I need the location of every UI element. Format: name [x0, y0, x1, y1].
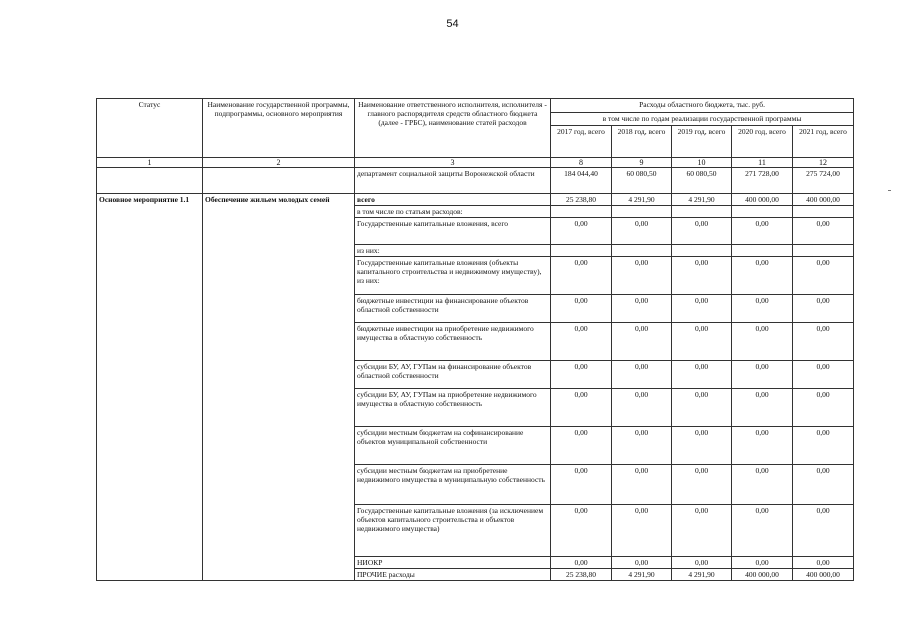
page-number: 54 — [446, 18, 459, 30]
expense-value: 0,00 — [551, 218, 612, 245]
dept-value: 60 080,50 — [672, 168, 732, 194]
expense-value: 0,00 — [732, 361, 793, 389]
expense-value: 0,00 — [732, 295, 793, 323]
dept-value: 60 080,50 — [612, 168, 672, 194]
expense-value: 0,00 — [732, 427, 793, 465]
header-year: 2017 год, всего — [551, 126, 612, 158]
budget-table — [96, 98, 854, 581]
expense-value: 0,00 — [732, 557, 793, 569]
expense-value: 0,00 — [732, 323, 793, 361]
expense-value: 4 291,90 — [612, 569, 672, 581]
expense-value: 0,00 — [551, 505, 612, 557]
expense-item-label: Государственные капитальные вложения (объекты капитального строительства и недвижимому имуществу), из них: — [355, 257, 551, 295]
column-number: 10 — [672, 158, 732, 168]
empty-cell — [203, 168, 355, 194]
expense-value — [612, 206, 672, 218]
expense-value: 0,00 — [672, 427, 732, 465]
expense-value: 400 000,00 — [793, 569, 854, 581]
expense-value: 0,00 — [732, 218, 793, 245]
dept-value: 271 728,00 — [732, 168, 793, 194]
expense-value: 0,00 — [793, 257, 854, 295]
expense-value: 0,00 — [732, 257, 793, 295]
header-by-years: в том числе по годам реализации государственной программы — [551, 113, 854, 126]
expense-value: 4 291,90 — [612, 194, 672, 206]
expense-value — [672, 245, 732, 257]
expense-item-label: НИОКР — [355, 557, 551, 569]
header-executor: Наименование ответственного исполнителя, исполнителя - главного распорядителя средств областного бюджета (далее - ГРБС), наименование статей расходов — [355, 99, 551, 158]
expense-value: 0,00 — [612, 389, 672, 427]
expense-value: 0,00 — [551, 427, 612, 465]
dept-name: департамент социальной защиты Воронежской области — [355, 168, 551, 194]
expense-value — [551, 245, 612, 257]
expense-value: 0,00 — [612, 218, 672, 245]
header-year: 2019 год, всего — [672, 126, 732, 158]
expense-value: 0,00 — [612, 361, 672, 389]
expense-value: 0,00 — [793, 295, 854, 323]
expense-item-label: субсидии местным бюджетам на приобретение недвижимого имущества в муниципальную собственность — [355, 465, 551, 505]
expense-item-label: из них: — [355, 245, 551, 257]
expense-value: 0,00 — [612, 427, 672, 465]
expense-value: 0,00 — [551, 389, 612, 427]
expense-value — [793, 206, 854, 218]
expense-item-label: всего — [355, 194, 551, 206]
header-year: 2018 год, всего — [612, 126, 672, 158]
expense-value: 0,00 — [672, 389, 732, 427]
expense-value: 4 291,90 — [672, 569, 732, 581]
column-number: 12 — [793, 158, 854, 168]
expense-value: 0,00 — [672, 465, 732, 505]
header-program-name: Наименование государственной программы, подпрограммы, основного мероприятия — [203, 99, 355, 158]
expense-value: 0,00 — [672, 295, 732, 323]
expense-value: 25 238,80 — [551, 569, 612, 581]
expense-value: 0,00 — [551, 557, 612, 569]
expense-value — [672, 206, 732, 218]
measure-name: Обеспечение жильем молодых семей — [203, 194, 355, 581]
expense-value: 0,00 — [551, 295, 612, 323]
expense-value: 0,00 — [672, 323, 732, 361]
dept-value: 184 044,40 — [551, 168, 612, 194]
header-year: 2020 год, всего — [732, 126, 793, 158]
expense-value: 0,00 — [551, 323, 612, 361]
expense-value: 0,00 — [793, 218, 854, 245]
header-status: Статус — [97, 99, 203, 158]
expense-value: 0,00 — [732, 465, 793, 505]
expense-value: 0,00 — [612, 557, 672, 569]
measure-status: Основное мероприятие 1.1 — [97, 194, 203, 581]
dept-value: 275 724,00 — [793, 168, 854, 194]
expense-value: 0,00 — [612, 465, 672, 505]
expense-value: 0,00 — [612, 323, 672, 361]
expense-value: 0,00 — [551, 465, 612, 505]
header-expenses-title: Расходы областного бюджета, тыс. руб. — [551, 99, 854, 113]
expense-value: 0,00 — [672, 218, 732, 245]
expense-value: 0,00 — [793, 505, 854, 557]
expense-item-label: бюджетные инвестиции на приобретение недвижимого имущества в областную собственность — [355, 323, 551, 361]
column-number: 1 — [97, 158, 203, 168]
expense-value: 0,00 — [672, 361, 732, 389]
expense-value: 0,00 — [793, 557, 854, 569]
expense-value: 0,00 — [793, 323, 854, 361]
expense-value: 0,00 — [612, 257, 672, 295]
expense-value: 0,00 — [732, 505, 793, 557]
expense-value — [551, 206, 612, 218]
scan-mark — [888, 190, 891, 191]
expense-value: 0,00 — [793, 389, 854, 427]
expense-value: 25 238,80 — [551, 194, 612, 206]
expense-value: 0,00 — [732, 389, 793, 427]
expense-item-label: Государственные капитальные вложения (за исключением объектов капитального строительства и объектов недвижимого имущества) — [355, 505, 551, 557]
expense-value: 0,00 — [793, 465, 854, 505]
expense-value: 0,00 — [672, 557, 732, 569]
column-number: 9 — [612, 158, 672, 168]
expense-value: 0,00 — [672, 257, 732, 295]
expense-value: 0,00 — [612, 505, 672, 557]
expense-value — [612, 245, 672, 257]
expense-value — [732, 245, 793, 257]
expense-item-label: бюджетные инвестиции на финансирование объектов областной собственности — [355, 295, 551, 323]
expense-value: 400 000,00 — [732, 569, 793, 581]
expense-value — [732, 206, 793, 218]
column-number: 8 — [551, 158, 612, 168]
expense-value: 4 291,90 — [672, 194, 732, 206]
expense-value: 0,00 — [551, 361, 612, 389]
expense-item-label: субсидии БУ, АУ, ГУПам на финансирование объектов областной собственности — [355, 361, 551, 389]
expense-value: 0,00 — [672, 505, 732, 557]
expense-value: 0,00 — [793, 361, 854, 389]
expense-value: 0,00 — [551, 257, 612, 295]
expense-item-label: в том числе по статьям расходов: — [355, 206, 551, 218]
expense-value: 0,00 — [612, 295, 672, 323]
column-number: 3 — [355, 158, 551, 168]
expense-value: 0,00 — [793, 427, 854, 465]
column-number: 11 — [732, 158, 793, 168]
header-year: 2021 год, всего — [793, 126, 854, 158]
expense-item-label: субсидии местным бюджетам на софинансирование объектов муниципальной собственности — [355, 427, 551, 465]
expense-item-label: ПРОЧИЕ расходы — [355, 569, 551, 581]
expense-value: 400 000,00 — [793, 194, 854, 206]
expense-item-label: Государственные капитальные вложения, всего — [355, 218, 551, 245]
column-number: 2 — [203, 158, 355, 168]
expense-value — [793, 245, 854, 257]
empty-cell — [97, 168, 203, 194]
expense-item-label: субсидии БУ, АУ, ГУПам на приобретение недвижимого имущества в областную собственность — [355, 389, 551, 427]
expense-value: 400 000,00 — [732, 194, 793, 206]
